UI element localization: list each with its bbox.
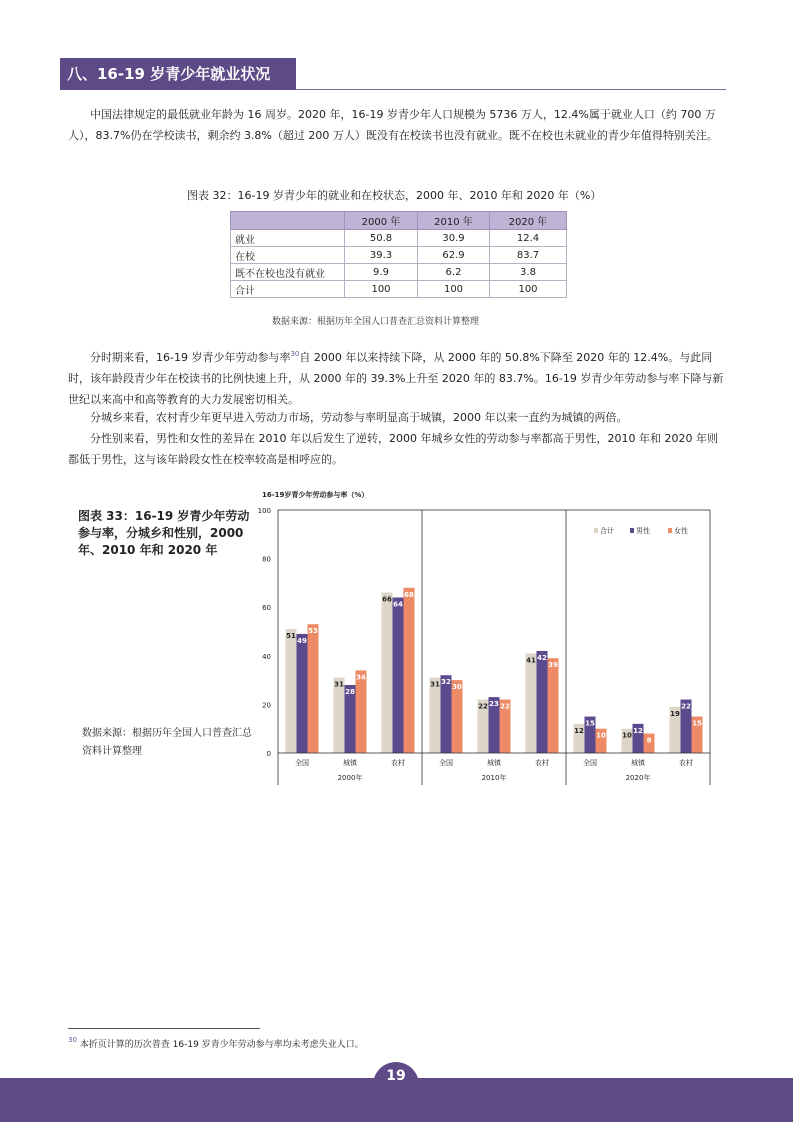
bar-value-label: 31 (334, 680, 344, 689)
paragraph-1-text: 中国法律规定的最低就业年龄为 16 周岁。2020 年，16-19 岁青少年人口规模为 5736 万人，12.4%属于就业人口（约 700 万人），83.7%仍在学校读书，剩余约 3.8%（超过 200 万人）既没有在校读书也没有就业。既不在校也未就业的青少年值得特别关注。 (68, 108, 718, 142)
bar-value-label: 30 (452, 683, 462, 692)
y-tick-label: 60 (262, 604, 271, 613)
bar-value-label: 23 (489, 700, 499, 709)
table-cell: 62.9 (418, 247, 490, 264)
figure-source: 数据来源：根据历年全国人口普查汇总资料计算整理 (82, 728, 252, 757)
bar-value-label: 22 (681, 702, 691, 711)
table-cell: 3.8 (490, 264, 567, 281)
x-category-label: 农村 (679, 759, 693, 767)
bar-value-label: 53 (308, 627, 318, 636)
chart-title: 16-19岁青少年劳动参与率（%） (262, 491, 369, 499)
bar-value-label: 8 (646, 736, 652, 745)
bar-合计 (526, 653, 537, 753)
x-category-label: 城镇 (343, 759, 357, 767)
x-category-label: 全国 (295, 759, 309, 767)
x-category-label: 农村 (535, 759, 549, 767)
footnote-number: 30 (68, 1036, 77, 1044)
bar-女性 (308, 624, 319, 753)
legend-label: 男性 (636, 527, 650, 535)
bar-男性 (297, 634, 308, 753)
table-cell: 合计 (231, 281, 345, 298)
section-title: 八、16-19 岁青少年就业状况 (67, 65, 271, 83)
x-category-label: 农村 (391, 759, 405, 767)
legend-swatch-女性 (668, 528, 672, 533)
table-cell: 100 (345, 281, 418, 298)
bar-value-label: 10 (622, 731, 632, 740)
y-tick-label: 0 (266, 750, 271, 758)
y-tick-label: 80 (262, 555, 271, 564)
bar-value-label: 22 (500, 702, 510, 711)
x-group-label: 2020年 (625, 774, 651, 782)
table-cell: 12.4 (490, 230, 567, 247)
table-header-cell: 2010 年 (418, 212, 490, 230)
y-tick-label: 40 (262, 652, 271, 661)
bar-value-label: 10 (596, 731, 606, 740)
table-header-cell: 2000 年 (345, 212, 418, 230)
bar-女性 (404, 588, 415, 753)
footnote-ref[interactable]: 30 (290, 350, 300, 358)
bar-value-label: 49 (297, 636, 307, 645)
bar-value-label: 15 (585, 719, 595, 728)
table-cell: 83.7 (490, 247, 567, 264)
bar-value-label: 12 (633, 726, 643, 735)
bar-value-label: 39 (548, 661, 558, 670)
bar-value-label: 51 (286, 632, 296, 641)
bar-value-label: 34 (356, 673, 366, 682)
table-cell: 100 (418, 281, 490, 298)
y-tick-label: 20 (262, 701, 271, 710)
y-tick-label: 100 (257, 507, 271, 515)
bar-合计 (382, 593, 393, 753)
page-number: 19 (386, 1068, 406, 1084)
bar-value-label: 28 (345, 687, 355, 696)
table-cell: 9.9 (345, 264, 418, 281)
paragraph-2-text-b: 自 2000 年以来持续下降，从 2000 年的 50.8%下降至 2020 年的 12.4%。与此同时，该年龄段青少年在校读书的比例快速上升，从 2000 年的 39.3%上升至 2020 年的 83.7%。16-19 岁青少年劳动参与率下降与新世纪以来高中和高等教育的大力发展密切相关。 (68, 351, 724, 406)
bar-合计 (334, 678, 345, 753)
table-cell: 6.2 (418, 264, 490, 281)
bar-value-label: 31 (430, 680, 440, 689)
paragraph-3-text: 分城乡来看，农村青少年更早进入劳动力市场，劳动参与率明显高于城镇，2000 年以来一直约为城镇的两倍。 (90, 411, 628, 424)
bar-value-label: 22 (478, 702, 488, 711)
legend-label: 合计 (600, 527, 614, 535)
bar-合计 (286, 629, 297, 753)
x-group-label: 2010年 (481, 774, 507, 782)
bar-合计 (430, 678, 441, 753)
table-cell: 50.8 (345, 230, 418, 247)
bar-男性 (537, 651, 548, 753)
footnote-divider (68, 1028, 260, 1029)
bar-value-label: 66 (382, 595, 392, 604)
table-cell: 30.9 (418, 230, 490, 247)
bar-value-label: 19 (670, 709, 680, 718)
table-cell: 既不在校也没有就业 (231, 264, 345, 281)
bar-value-label: 41 (526, 656, 536, 665)
paragraph-2-text-a: 分时期来看，16-19 岁青少年劳动参与率 (90, 351, 291, 364)
bar-男性 (393, 597, 404, 753)
bar-value-label: 64 (393, 600, 403, 609)
bar-value-label: 68 (404, 590, 414, 599)
bar-value-label: 15 (692, 719, 702, 728)
bar-男性 (441, 675, 452, 753)
bar-value-label: 32 (441, 678, 451, 687)
x-category-label: 全国 (583, 759, 597, 767)
table-cell: 在校 (231, 247, 345, 264)
table-cell: 就业 (231, 230, 345, 247)
bar-女性 (548, 658, 559, 753)
bar-value-label: 42 (537, 653, 547, 662)
x-group-label: 2000年 (337, 774, 363, 782)
x-category-label: 全国 (439, 759, 453, 767)
figure-caption: 图表 33：16-19 岁青少年劳动参与率，分城乡和性别，2000 年、2010 年和 2020 年 (78, 509, 250, 557)
table-caption: 图表 32：16-19 岁青少年的就业和在校状态，2000 年、2010 年和 2020 年（%） (187, 189, 602, 202)
footnote-text: 本折页计算的历次普查 16-19 岁青少年劳动参与率均未考虑失业人口。 (79, 1040, 364, 1050)
bar-女性 (356, 670, 367, 753)
bar-value-label: 12 (574, 726, 584, 735)
x-category-label: 城镇 (487, 759, 501, 767)
legend-label: 女性 (674, 527, 688, 535)
x-category-label: 城镇 (631, 759, 645, 767)
table-cell: 100 (490, 281, 567, 298)
footnote (68, 1036, 364, 1050)
table-cell: 39.3 (345, 247, 418, 264)
table-source: 数据来源：根据历年全国人口普查汇总资料计算整理 (272, 317, 480, 327)
paragraph-4-text: 分性别来看，男性和女性的差异在 2010 年以后发生了逆转，2000 年城乡女性的劳动参与率都高于男性，2010 年和 2020 年则都低于男性，这与该年龄段女性在校率较高是相呼应的。 (68, 432, 718, 466)
table-header-cell: 2020 年 (490, 212, 567, 230)
legend-swatch-合计 (594, 528, 598, 533)
legend-swatch-男性 (630, 528, 634, 533)
